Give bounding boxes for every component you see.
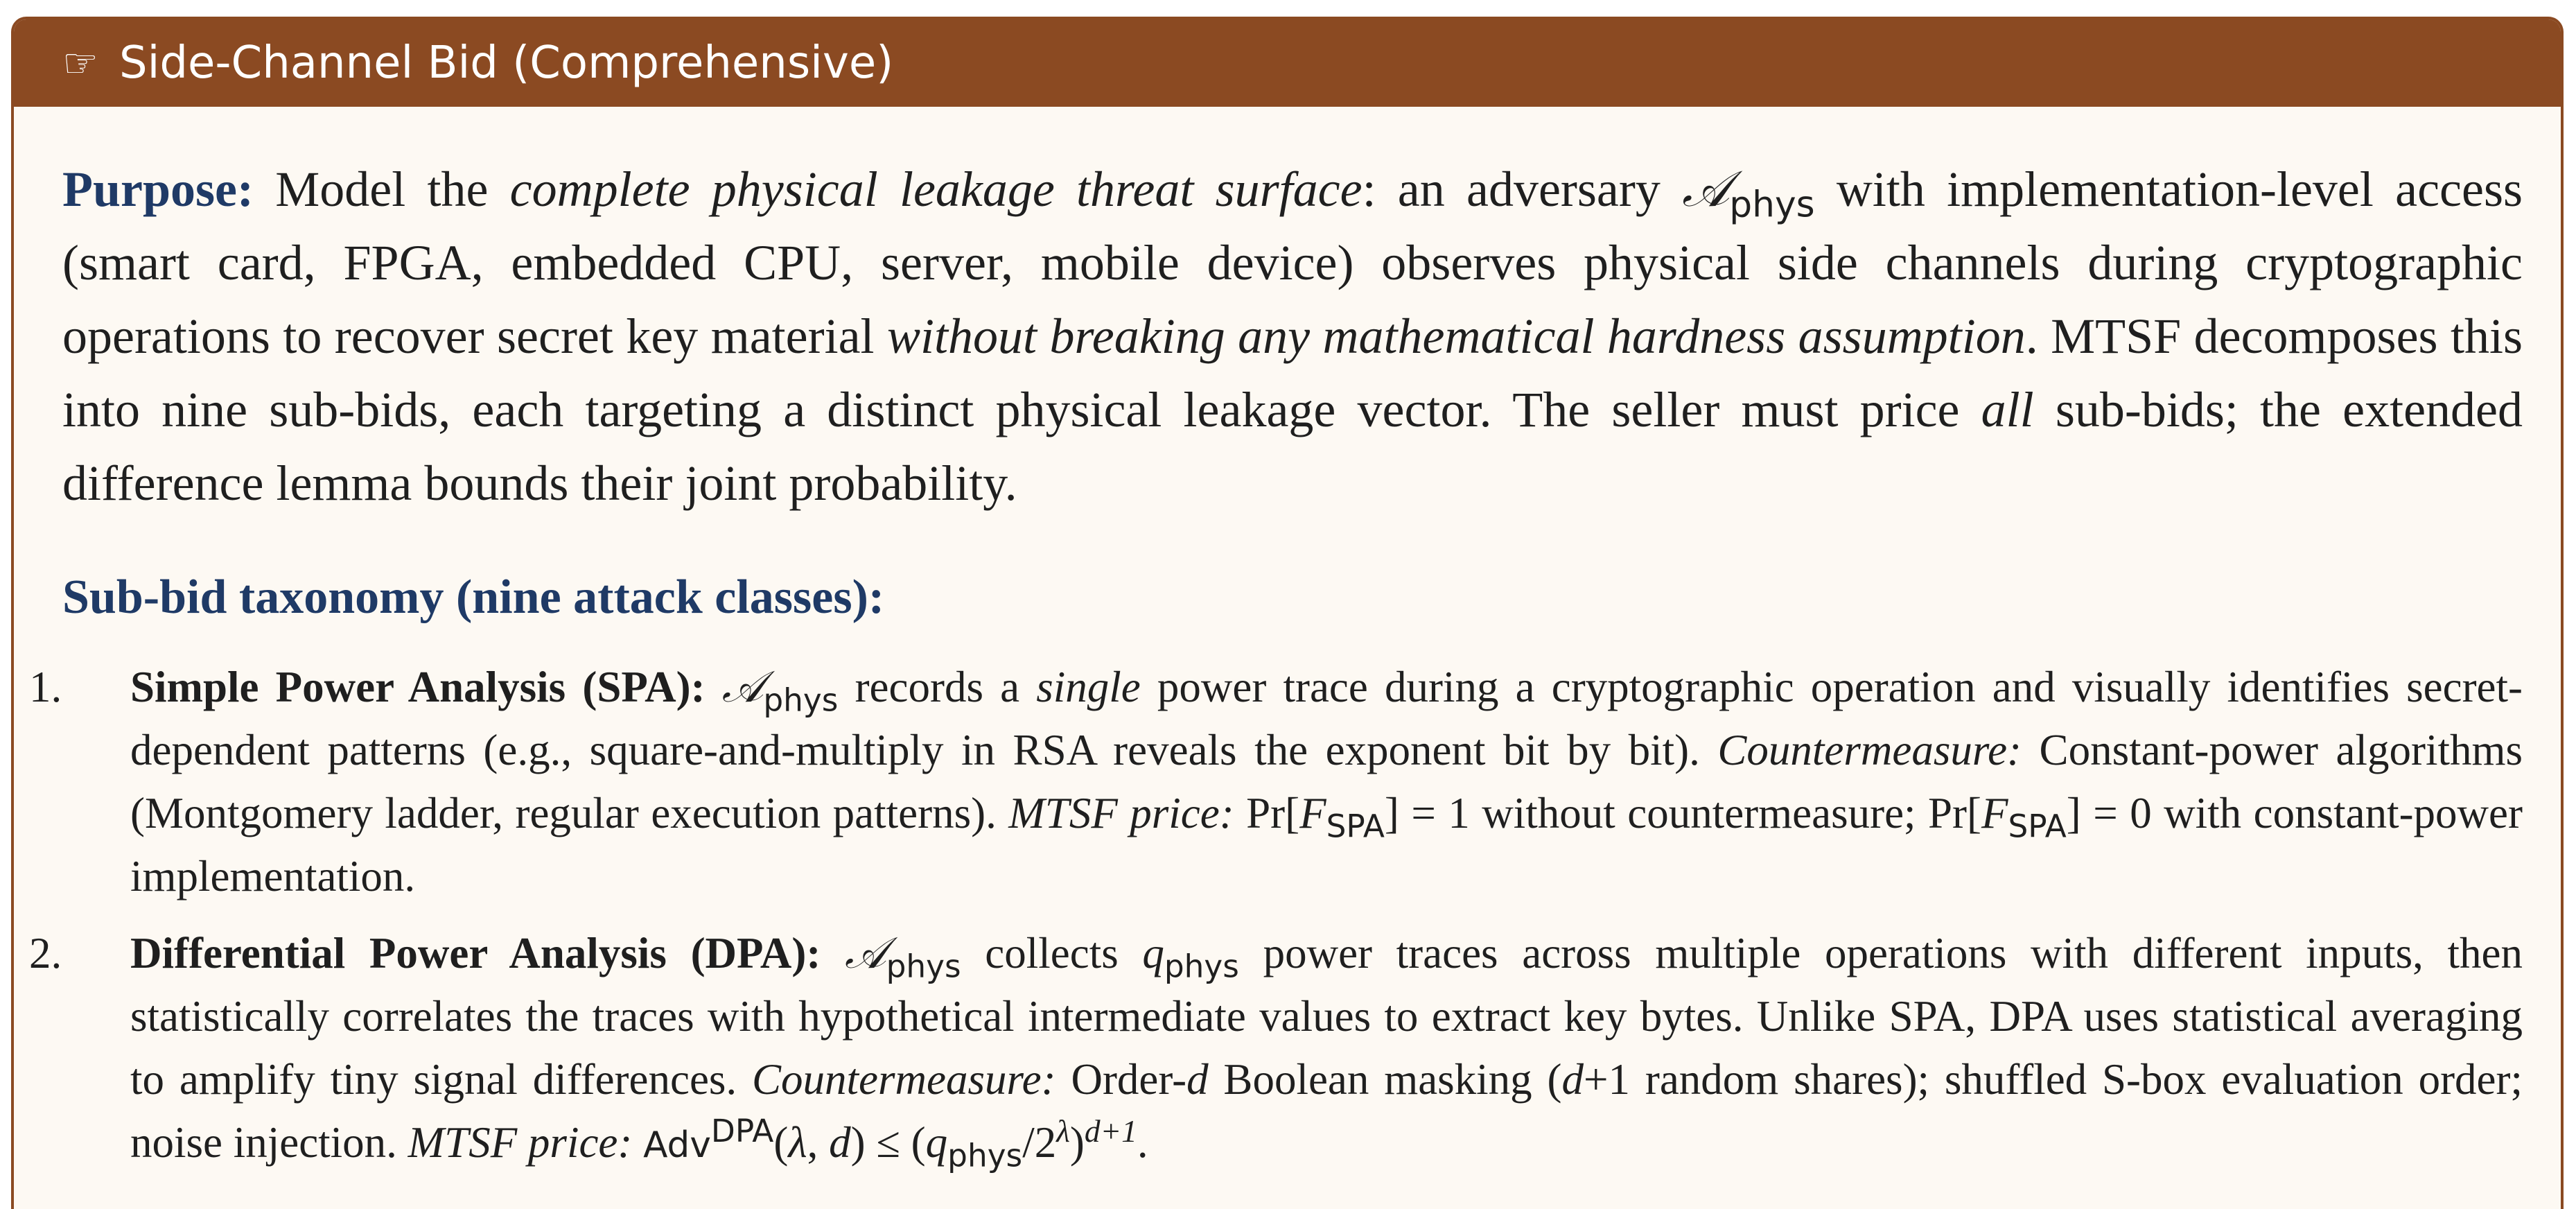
purpose-text: : an adversary bbox=[1362, 162, 1683, 217]
item-text: power trace during a cryptographic operation and visually identifies secret-dependent patterns (e.g., square-and-multiply in RSA reveals the exponent bit by bit). bbox=[130, 663, 2523, 774]
adversary-symbol: 𝒜$_{phys}$ bbox=[845, 929, 961, 985]
item-number: 1. bbox=[29, 663, 62, 711]
adversary-symbol: 𝒜$_{phys}$ bbox=[1682, 162, 1815, 226]
item-title: Differential Power Analysis (DPA): bbox=[130, 929, 821, 977]
price-label: MTSF price: bbox=[1008, 789, 1234, 837]
purpose-emphasis: complete physical leakage threat surface bbox=[509, 162, 1363, 217]
item-text: records a bbox=[838, 663, 1037, 711]
purpose-label: Purpose: bbox=[62, 162, 254, 217]
item-number: 2. bbox=[29, 929, 62, 977]
pointing-hand-icon: ☞ bbox=[62, 40, 98, 87]
price-formula: Adv$^{DPA}$(λ, $d) \le (q_{phys}/2^\lambda)^{d+1}$. bbox=[643, 1113, 1148, 1174]
purpose-text: . MTSF decomposes this into nine sub-bids, each targeting a distinct physical leakage vector. The seller must price bbox=[62, 308, 2523, 437]
item-text: Constant-power algorithms (Montgomery ladder, regular execution patterns). bbox=[130, 726, 2523, 837]
list-item bbox=[29, 922, 2523, 1177]
side-channel-bid-box bbox=[11, 17, 2564, 1209]
box-title: Side-Channel Bid (Comprehensive) bbox=[119, 37, 894, 89]
countermeasure-label: Countermeasure: bbox=[752, 1055, 1056, 1104]
taxonomy-heading: Sub-bid taxonomy (nine attack classes): bbox=[62, 571, 885, 624]
order-symbol: d bbox=[1186, 1055, 1209, 1104]
item-emphasis: single bbox=[1036, 663, 1141, 711]
list-item bbox=[29, 656, 2523, 908]
purpose-text: sub-bids; the extended difference lemma bounds their joint probability. bbox=[62, 382, 2523, 511]
item-text: Boolean masking ( bbox=[1208, 1055, 1562, 1104]
box-header bbox=[14, 19, 2561, 107]
purpose-emphasis: all bbox=[1981, 382, 2034, 437]
query-count-symbol: $q_{phys}$ bbox=[1142, 929, 1239, 985]
price-label: MTSF price: bbox=[408, 1118, 633, 1167]
item-title: Simple Power Analysis (SPA): bbox=[130, 663, 706, 711]
adversary-symbol: 𝒜$_{phys}$ bbox=[721, 663, 839, 719]
item-text: power traces across multiple operations with different inputs, then statistically correlates the traces with hypothetical intermediate values to extract key bytes. Unlike SPA, DPA uses statistical averaging to amplify tiny signal differences. bbox=[130, 929, 2523, 1104]
price-formula: $Pr[F_{SPA}] = 1$ without countermeasure; $Pr[F_{SPA}] = 0$ with constant-power implementation. bbox=[130, 789, 2523, 901]
box-content bbox=[29, 107, 2523, 1191]
countermeasure-label: Countermeasure: bbox=[1717, 726, 2022, 774]
item-text: collects bbox=[961, 929, 1143, 977]
purpose-text: Model the bbox=[275, 162, 510, 217]
order-symbol: d bbox=[1561, 1055, 1584, 1104]
purpose-paragraph bbox=[62, 153, 2523, 520]
item-text: Order- bbox=[1055, 1055, 1187, 1104]
item-text: +1 random shares); shuffled S-box evaluation order; noise injection. bbox=[130, 1055, 2523, 1167]
purpose-text: with implementation-level access (smart card, FPGA, embedded CPU, server, mobile device) observes physical side channels during cryptographic operations to recover secret key material bbox=[62, 162, 2523, 364]
subbid-list bbox=[29, 656, 2523, 1177]
purpose-emphasis: without breaking any mathematical hardness assumption bbox=[887, 308, 2026, 364]
